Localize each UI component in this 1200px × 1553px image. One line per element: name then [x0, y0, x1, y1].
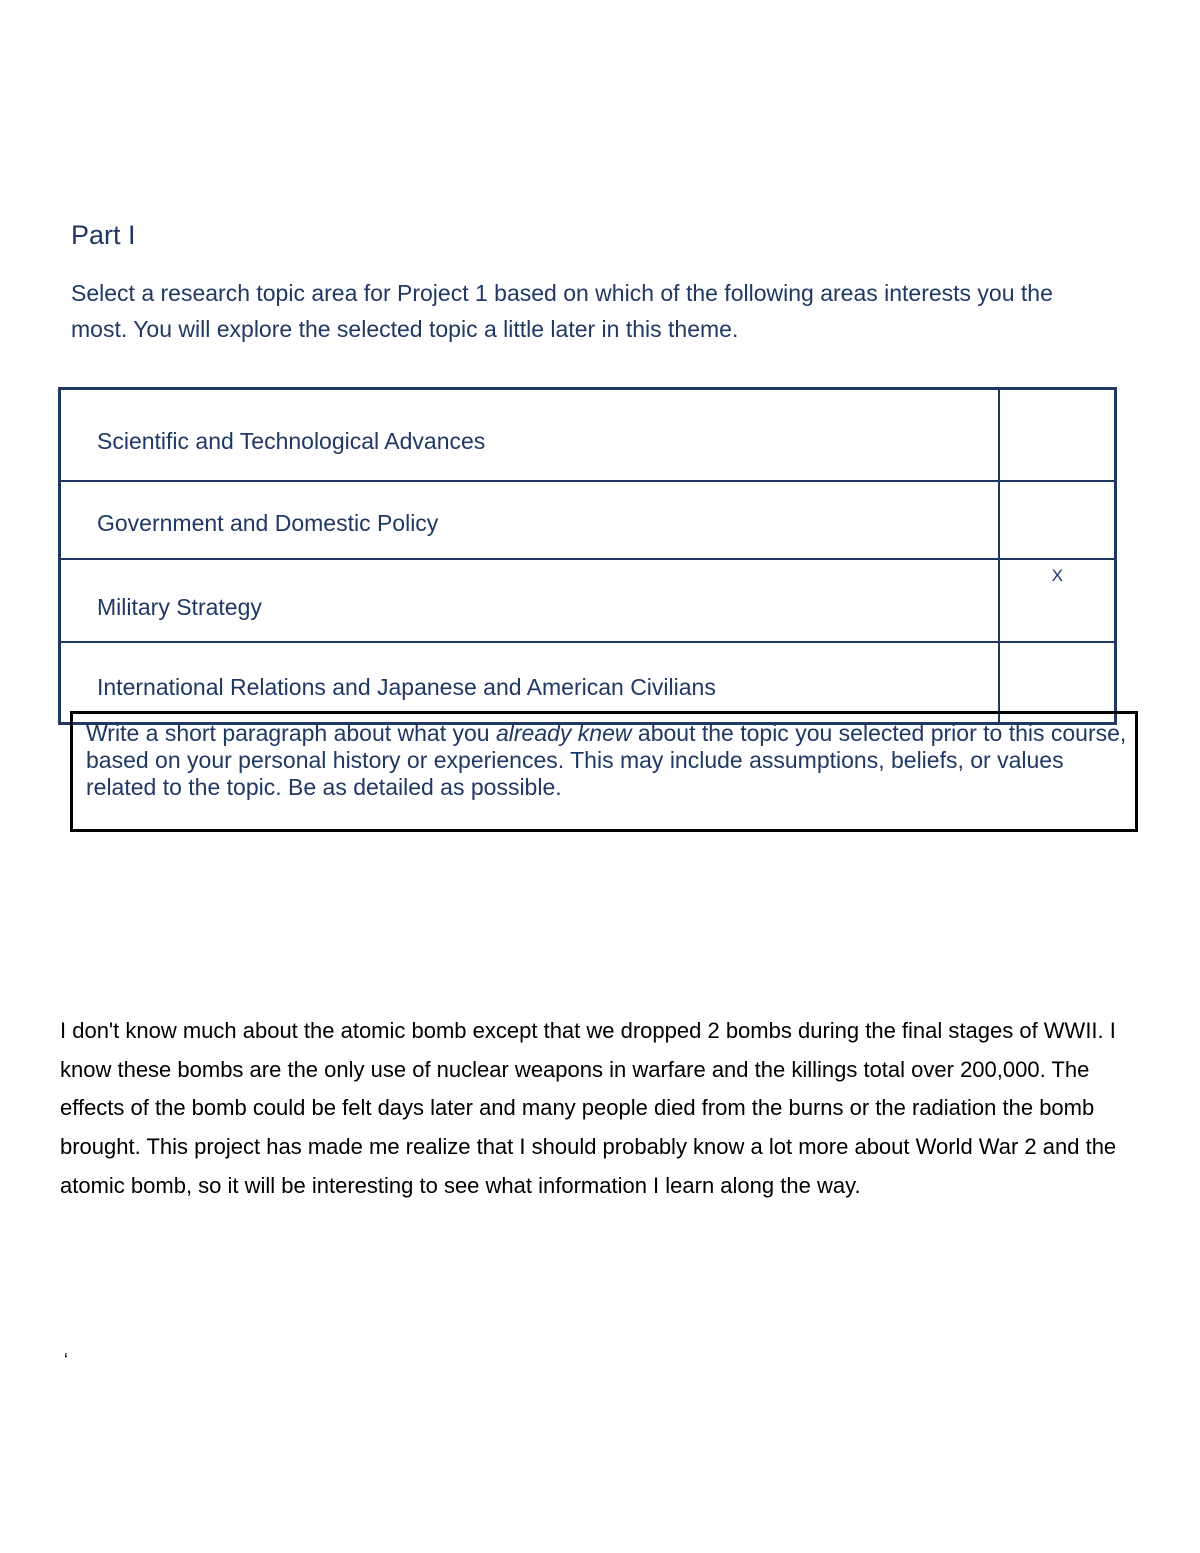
topic-label: Government and Domestic Policy [60, 481, 1000, 559]
prompt-text-emphasis: already knew [495, 720, 632, 746]
topic-label: International Relations and Japanese and American Civilians [60, 642, 1000, 724]
topic-select-cell[interactable] [999, 481, 1115, 559]
instructions-text: Select a research topic area for Project 1 based on which of the following areas interests you the most. You will explore the selected topic a little later in this theme. [71, 280, 1053, 342]
stray-mark: ‘ [64, 1350, 68, 1370]
topic-row [60, 389, 1116, 482]
topic-select-cell[interactable] [999, 389, 1115, 482]
prompt-text-after: about the topic you selected prior to this course, based on your personal history or experiences. This may include assumptions, beliefs, or values related to the topic. Be as detailed as possible. [86, 720, 1127, 800]
student-answer-paragraph[interactable]: I don't know much about the atomic bomb except that we dropped 2 bombs during the final stages of WWII. I know these bombs are the only use of nuclear weapons in warfare and the killings total over 200,000. The effects of the bomb could be felt days later and many people died from the burns or the radiation the bomb brought. This project has made me realize that I should probably know a lot more about World War 2 and the atomic bomb, so it will be interesting to see what information I learn along the way. [60, 1018, 1117, 1198]
topic-select-cell[interactable]: X [999, 559, 1115, 642]
prompt-text-before: Write a short paragraph about what you [86, 720, 496, 746]
topic-row [60, 559, 1116, 642]
part-heading: Part I [71, 220, 136, 250]
writing-prompt-box [70, 711, 1138, 832]
topic-row [60, 481, 1116, 559]
topic-label: Scientific and Technological Advances [60, 389, 1000, 482]
topic-selection-table [58, 387, 1117, 725]
topic-label: Military Strategy [60, 559, 1000, 642]
